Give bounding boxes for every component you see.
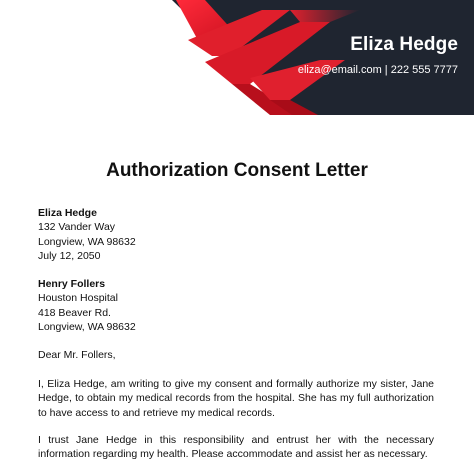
recipient-block xyxy=(38,277,136,334)
header-name: Eliza Hedge xyxy=(350,34,458,55)
sender-name: Eliza Hedge xyxy=(38,207,97,219)
header-graphic xyxy=(0,0,474,115)
sender-address-line-2: Longview, WA 98632 xyxy=(38,235,136,248)
salutation-text: Dear Mr. Follers, xyxy=(38,349,116,361)
body-paragraph-2: I trust Jane Hedge in this responsibility and entrust her with the necessary information regarding my health. Please accommodate and assist her as necessary. xyxy=(38,434,434,461)
sender-address-line-1: 132 Vander Way xyxy=(38,221,116,234)
recipient-address-line-1: 418 Beaver Rd. xyxy=(38,306,111,319)
body-paragraph-1: I, Eliza Hedge, am writing to give my consent and formally authorize my sister, Jane Hedge, to obtain my medical records from the hospital. She has my full authorization to have access to and retrieve my medical records. xyxy=(38,378,434,419)
letter-date: July 12, 2050 xyxy=(38,249,101,262)
header-banner xyxy=(0,0,474,115)
letter-title: Authorization Consent Letter xyxy=(106,160,368,181)
sender-block xyxy=(38,206,136,263)
header-contact: eliza@email.com | 222 555 7777 xyxy=(297,64,458,76)
recipient-address-line-2: Longview, WA 98632 xyxy=(38,320,136,333)
salutation xyxy=(38,348,116,362)
recipient-organization: Houston Hospital xyxy=(38,292,118,305)
recipient-name: Henry Follers xyxy=(38,278,106,290)
